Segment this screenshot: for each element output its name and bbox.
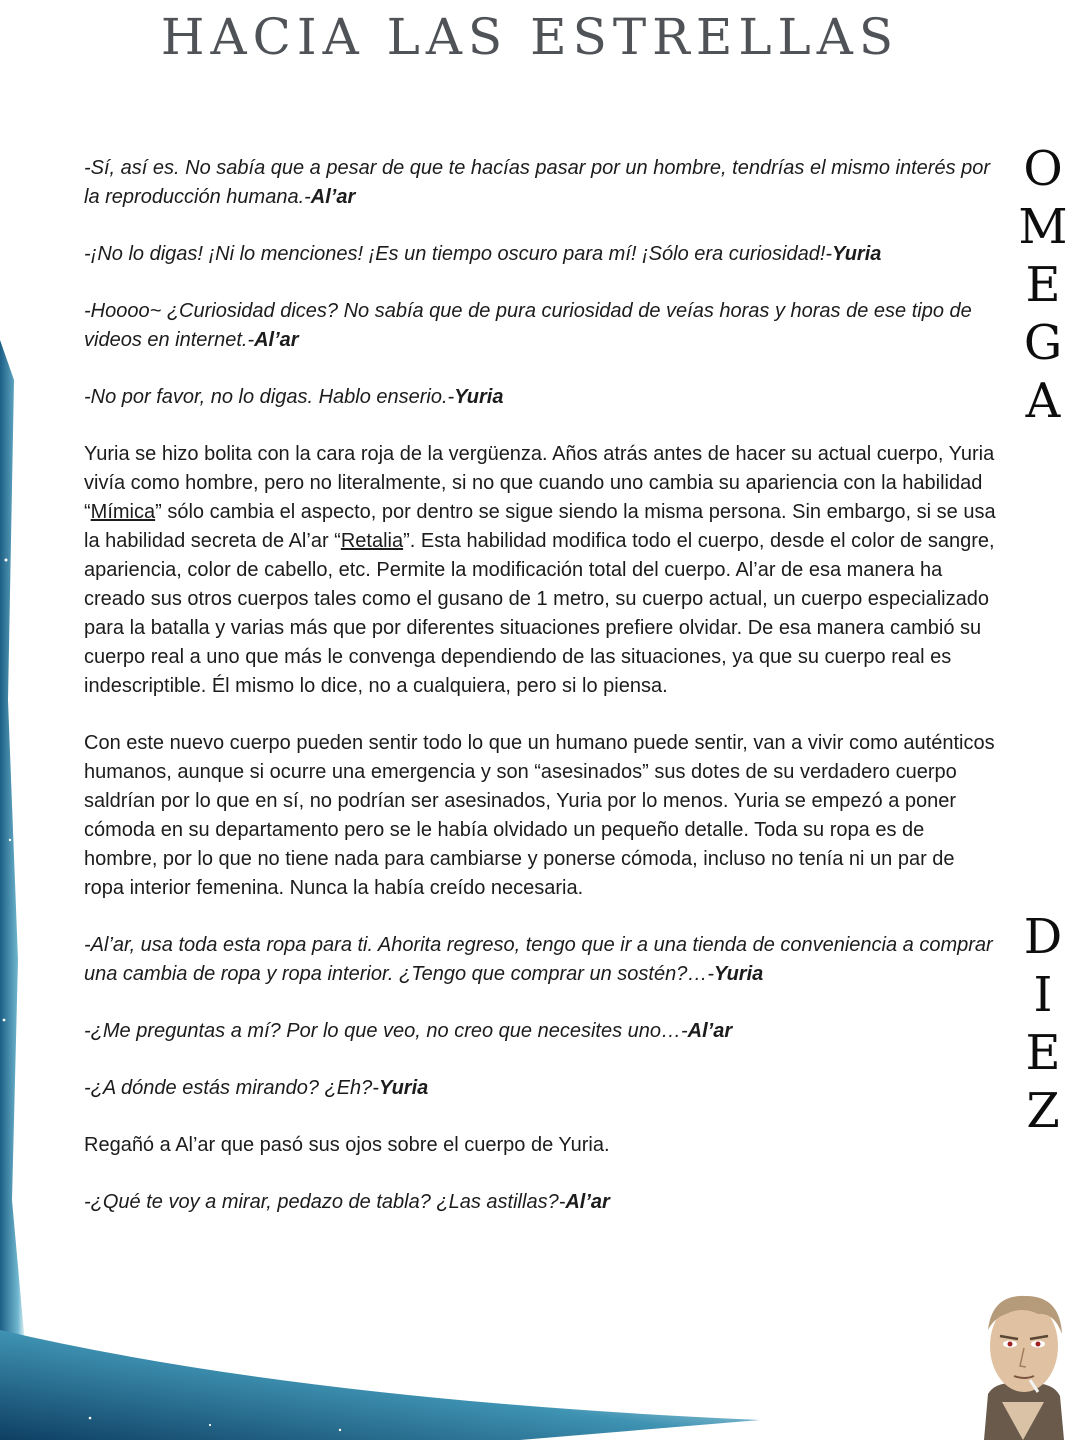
speaker-name: Yuria	[832, 243, 882, 265]
dialogue-line	[84, 297, 1000, 355]
narration-paragraph: Con este nuevo cuerpo pueden sentir todo lo que un humano puede sentir, van a vivir como auténticos humanos, aunque si ocurre una emergencia y son “asesinados” sus dotes de su verdadero cuerpo saldrían por lo que en sí, no podrían ser asesinados, Yuria por lo menos. Yuria se empezó a poner cómoda en su departamento pero se le había olvidado un pequeño detalle. Toda su ropa es de hombre, por lo que no tiene nada para cambiarse y ponerse cómoda, incluso no tenía ni un par de ropa interior femenina. Nunca la había creído necesaria.	[84, 732, 995, 899]
narration-text: ” sólo cambia el aspecto, por dentro se sigue siendo la misma persona. Sin embargo, si se usa la habilidad secreta de Al’ar “	[84, 501, 996, 552]
skill-term-retalia: Retalia	[340, 530, 404, 552]
vertical-letter: E	[1025, 257, 1061, 313]
story-text	[84, 154, 1000, 1245]
speaker-name: Yuria	[713, 963, 764, 985]
speaker-name: Al’ar	[254, 329, 299, 351]
narration-text: Yuria se hizo bolita con la cara roja de la vergüenza. Años atrás antes de hacer su actual cuerpo, Yuria vivía como hombre, pero no literalmente, si no que cuando uno cambia su apariencia con la habilidad “	[84, 443, 995, 523]
narration-paragraph	[84, 440, 1000, 701]
dialogue-line	[84, 154, 1000, 212]
vertical-letter: G	[1023, 315, 1063, 371]
skill-term-mimica: Mímica	[90, 501, 156, 523]
vertical-letter: I	[1033, 967, 1053, 1023]
dialogue-line	[84, 383, 1000, 412]
dialogue-text: -Al’ar, usa toda esta ropa para ti. Ahorita regreso, tengo que ir a una tienda de conveniencia a comprar una cambia de ropa y ropa interior. ¿Tengo que comprar un sostén?…-	[84, 934, 993, 985]
book-title: HACIA LAS ESTRELLAS	[160, 8, 900, 66]
dialogue-text: -¿Qué te voy a mirar, pedazo de tabla? ¿Las astillas?-	[84, 1191, 566, 1213]
character-portrait	[966, 1284, 1080, 1440]
dialogue-line	[84, 1017, 1000, 1046]
dialogue-line	[84, 931, 1000, 989]
vertical-letter: D	[1023, 909, 1063, 965]
dialogue-text: -Sí, así es. No sabía que a pesar de que te hacías pasar por un hombre, tendrías el mismo interés por la reproducción humana.-	[84, 157, 991, 208]
speaker-name: Al’ar	[310, 186, 356, 208]
speaker-name: Yuria	[454, 386, 504, 408]
dialogue-line	[84, 1074, 1000, 1103]
vertical-letter: A	[1025, 373, 1061, 429]
vertical-letter: Z	[1026, 1083, 1060, 1139]
narration-text: ”. Esta habilidad modifica todo el cuerpo, desde el color de sangre, apariencia, color de cabello, etc. Permite la modificación total del cuerpo. Al’ar de esa manera ha creado sus otros cuerpos tales como el gusano de 1 metro, su cuerpo actual, un cuerpo especializado para la batalla y varias más que por diferentes situaciones prefiere olvidar. De esa manera cambió su cuerpo real a uno que más le convenga dependiendo de las situaciones, ya que su cuerpo real es indescriptible. Él mismo lo dice, no a cualquiera, pero si lo piensa.	[84, 530, 995, 697]
narration-paragraph: Regañó a Al’ar que pasó sus ojos sobre el cuerpo de Yuria.	[84, 1134, 610, 1156]
dialogue-text: -Hoooo~ ¿Curiosidad dices? No sabía que de pura curiosidad de veías horas y horas de ese tipo de videos en internet.-	[84, 300, 972, 351]
dialogue-text: -No por favor, no lo digas. Hablo enserio.-	[84, 386, 455, 408]
vertical-word-diez	[1012, 908, 1074, 1140]
vertical-letter: M	[1018, 199, 1068, 255]
dialogue-line	[84, 240, 1000, 269]
dialogue-line	[84, 1188, 1000, 1217]
speaker-name: Al’ar	[565, 1191, 610, 1213]
vertical-word-omega	[1012, 140, 1074, 430]
dialogue-text: -¿Me preguntas a mí? Por lo que veo, no creo que necesites uno…-	[84, 1020, 688, 1042]
vertical-letter: O	[1023, 141, 1063, 197]
vertical-letter: E	[1025, 1025, 1061, 1081]
speaker-name: Yuria	[378, 1077, 429, 1099]
dialogue-text: -¡No lo digas! ¡Ni lo menciones! ¡Es un tiempo oscuro para mí! ¡Sólo era curiosidad!-	[84, 243, 833, 265]
dialogue-text: -¿A dónde estás mirando? ¿Eh?-	[84, 1077, 379, 1099]
speaker-name: Al’ar	[687, 1020, 733, 1042]
